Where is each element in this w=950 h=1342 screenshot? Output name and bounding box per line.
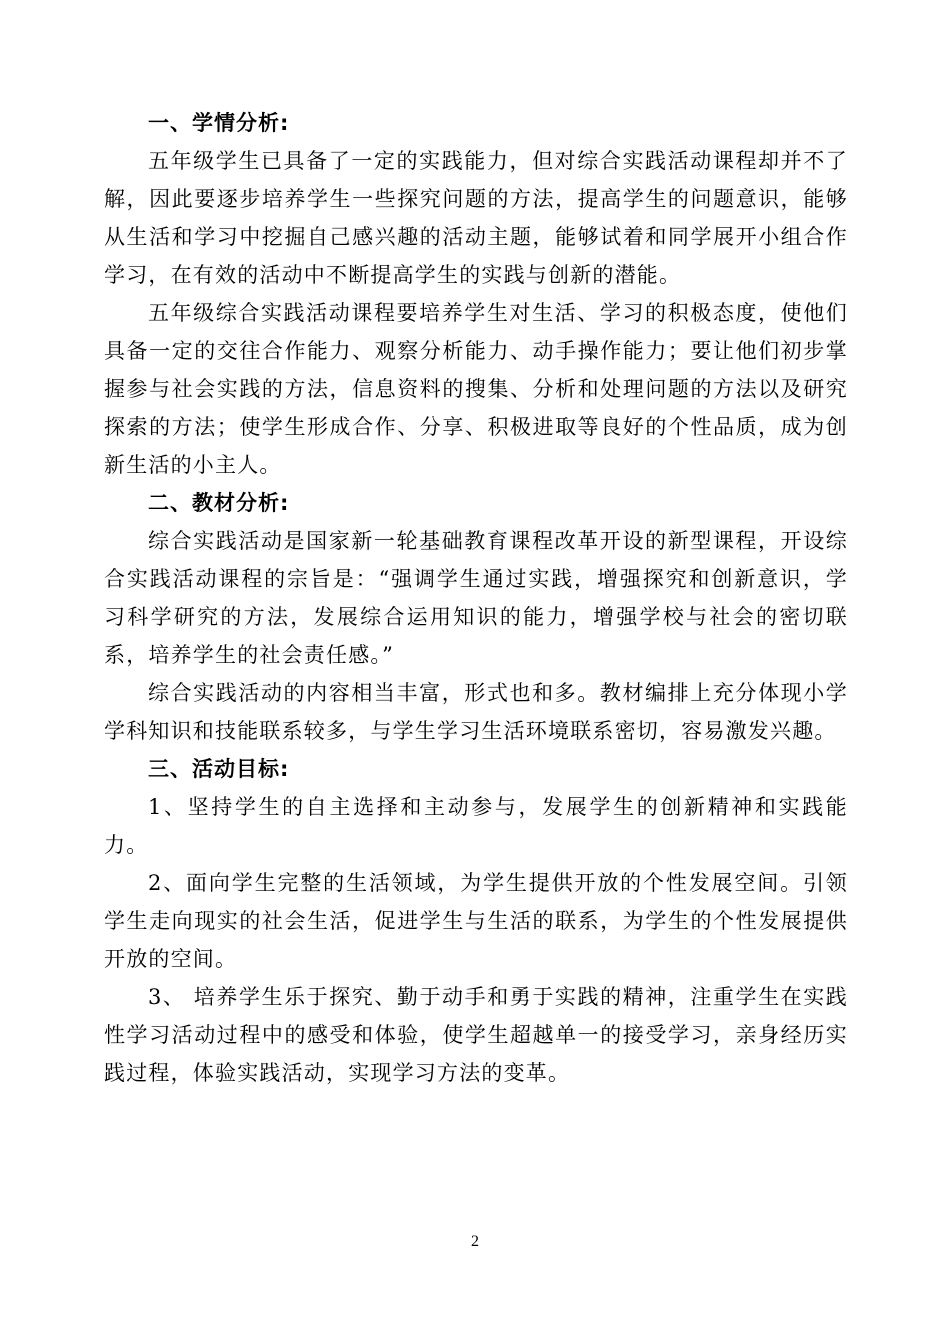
paragraph: 五年级综合实践活动课程要培养学生对生活、学习的积极态度，使他们具备一定的交往合作能力、观察分析能力、动手操作能力；要让他们初步掌握参与社会实践的方法，信息资料的搜集、分析和处理问题的方法以及研究探索的方法；使学生形成合作、分享、积极进取等良好的个性品质，成为创新生活的小主人。 [104,301,848,477]
goal-item: 1、坚持学生的自主选择和主动参与，发展学生的创新精神和实践能力。 [104,795,848,857]
section-activity-goals [104,750,848,1092]
document-body [104,104,848,1092]
paragraph: 五年级学生已具备了一定的实践能力，但对综合实践活动课程却并不了解，因此要逐步培养学生一些探究问题的方法，提高学生的问题意识，能够从生活和学习中挖掘自己感兴趣的活动主题，能够试着和同学展开小组合作学习，在有效的活动中不断提高学生的实践与创新的潜能。 [104,149,848,287]
section-textbook-analysis [104,484,848,750]
goal-item: 3、 培养学生乐于探究、勤于动手和勇于实践的精神，注重学生在实践性学习活动过程中的感受和体验，使学生超越单一的接受学习，亲身经历实践过程，体验实践活动，实现学习方法的变革。 [104,985,848,1085]
section-heading: 二、教材分析: [148,491,290,515]
goal-item: 2、面向学生完整的生活领域，为学生提供开放的个性发展空间。引领学生走向现实的社会生活，促进学生与生活的联系，为学生的个性发展提供开放的空间。 [104,871,848,971]
paragraph: 综合实践活动的内容相当丰富，形式也和多。教材编排上充分体现小学学科知识和技能联系较多，与学生学习生活环境联系密切，容易激发兴趣。 [104,681,848,743]
paragraph: 综合实践活动是国家新一轮基础教育课程改革开设的新型课程，开设综合实践活动课程的宗旨是：“强调学生通过实践，增强探究和创新意识，学习科学研究的方法，发展综合运用知识的能力，增强学校与社会的密切联系，培养学生的社会责任感。” [104,529,848,667]
page-number: 2 [471,1233,479,1250]
section-learning-analysis [104,104,848,484]
section-heading: 三、活动目标: [148,757,290,781]
section-heading: 一、学情分析: [148,111,290,135]
